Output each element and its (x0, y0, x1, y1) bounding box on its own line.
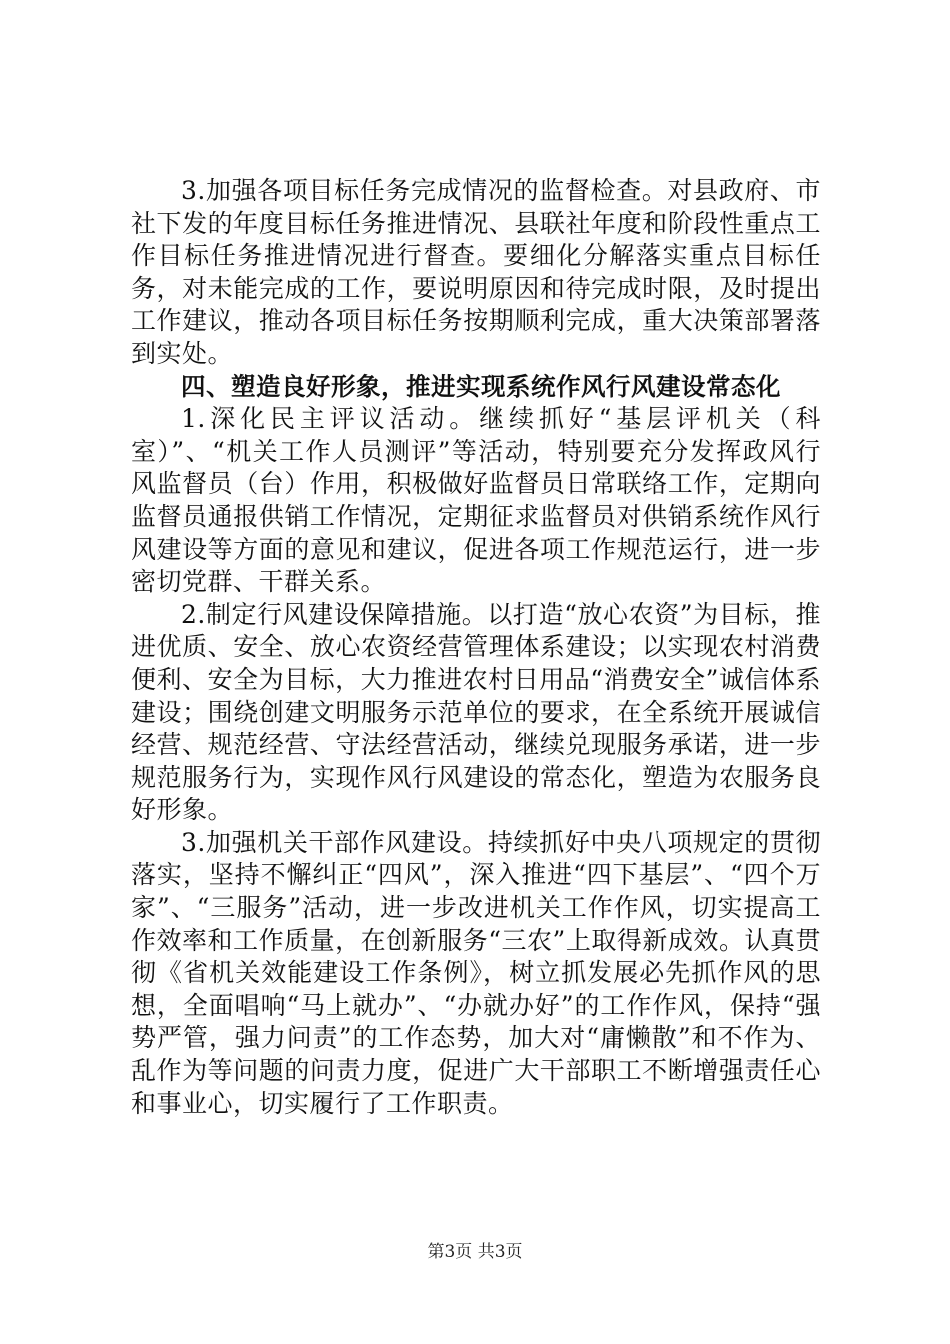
paragraph-cadre-style: 3.加强机关干部作风建设。持续抓好中央八项规定的贯彻落实，坚持不懈纠正“四风”，深入推进“四下基层”、“四个万家”、“三服务”活动，进一步改进机关工作作风，切实提高工作效率和工作质量，在创新服务“三农”上取得新成效。认真贯彻《省机关效能建设工作条例》，树立抓发展必先抓作风的思想，全面唱响“马上就办”、“办就办好”的工作作风，保持“强势严管，强力问责”的工作态势，加大对“庸懒散”和不作为、乱作为等问题的问责力度，促进广大干部职工不断增强责任心和事业心，切实履行了工作职责。 (131, 827, 821, 1118)
paragraph-safeguard-measures: 2.制定行风建设保障措施。以打造“放心农资”为目标，推进优质、安全、放心农资经营管理体系建设；以实现农村消费便利、安全为目标，大力推进农村日用品“消费安全”诚信体系建设；围绕创建文明服务示范单位的要求，在全系统开展诚信经营、规范经营、守法经营活动，继续兑现服务承诺，进一步规范服务行为，实现作风行风建设的常态化，塑造为农服务良好形象。 (131, 599, 821, 825)
section-heading-four: 四、塑造良好形象，推进实现系统作风行风建设常态化 (181, 371, 781, 401)
paragraph-democratic-review: 1.深化民主评议活动。继续抓好“基层评机关（科室）”、“机关工作人员测评”等活动，特别要充分发挥政风行风监督员（台）作用，积极做好监督员日常联络工作，定期向监督员通报供销工作情况，定期征求监督员对供销系统作风行风建设等方面的意见和建议，促进各项工作规范运行，进一步密切党群、干群关系。 (131, 404, 821, 597)
document-body (131, 175, 821, 1120)
page-footer: 第3页 共3页 (427, 1242, 523, 1262)
paragraph-supervision: 3.加强各项目标任务完成情况的监督检查。对县政府、市社下发的年度目标任务推进情况、县联社年度和阶段性重点工作目标任务推进情况进行督查。要细化分解落实重点目标任务，对未能完成的工作，要说明原因和待完成时限，及时提出工作建议，推动各项目标任务按期顺利完成，重大决策部署落到实处。 (131, 176, 821, 368)
